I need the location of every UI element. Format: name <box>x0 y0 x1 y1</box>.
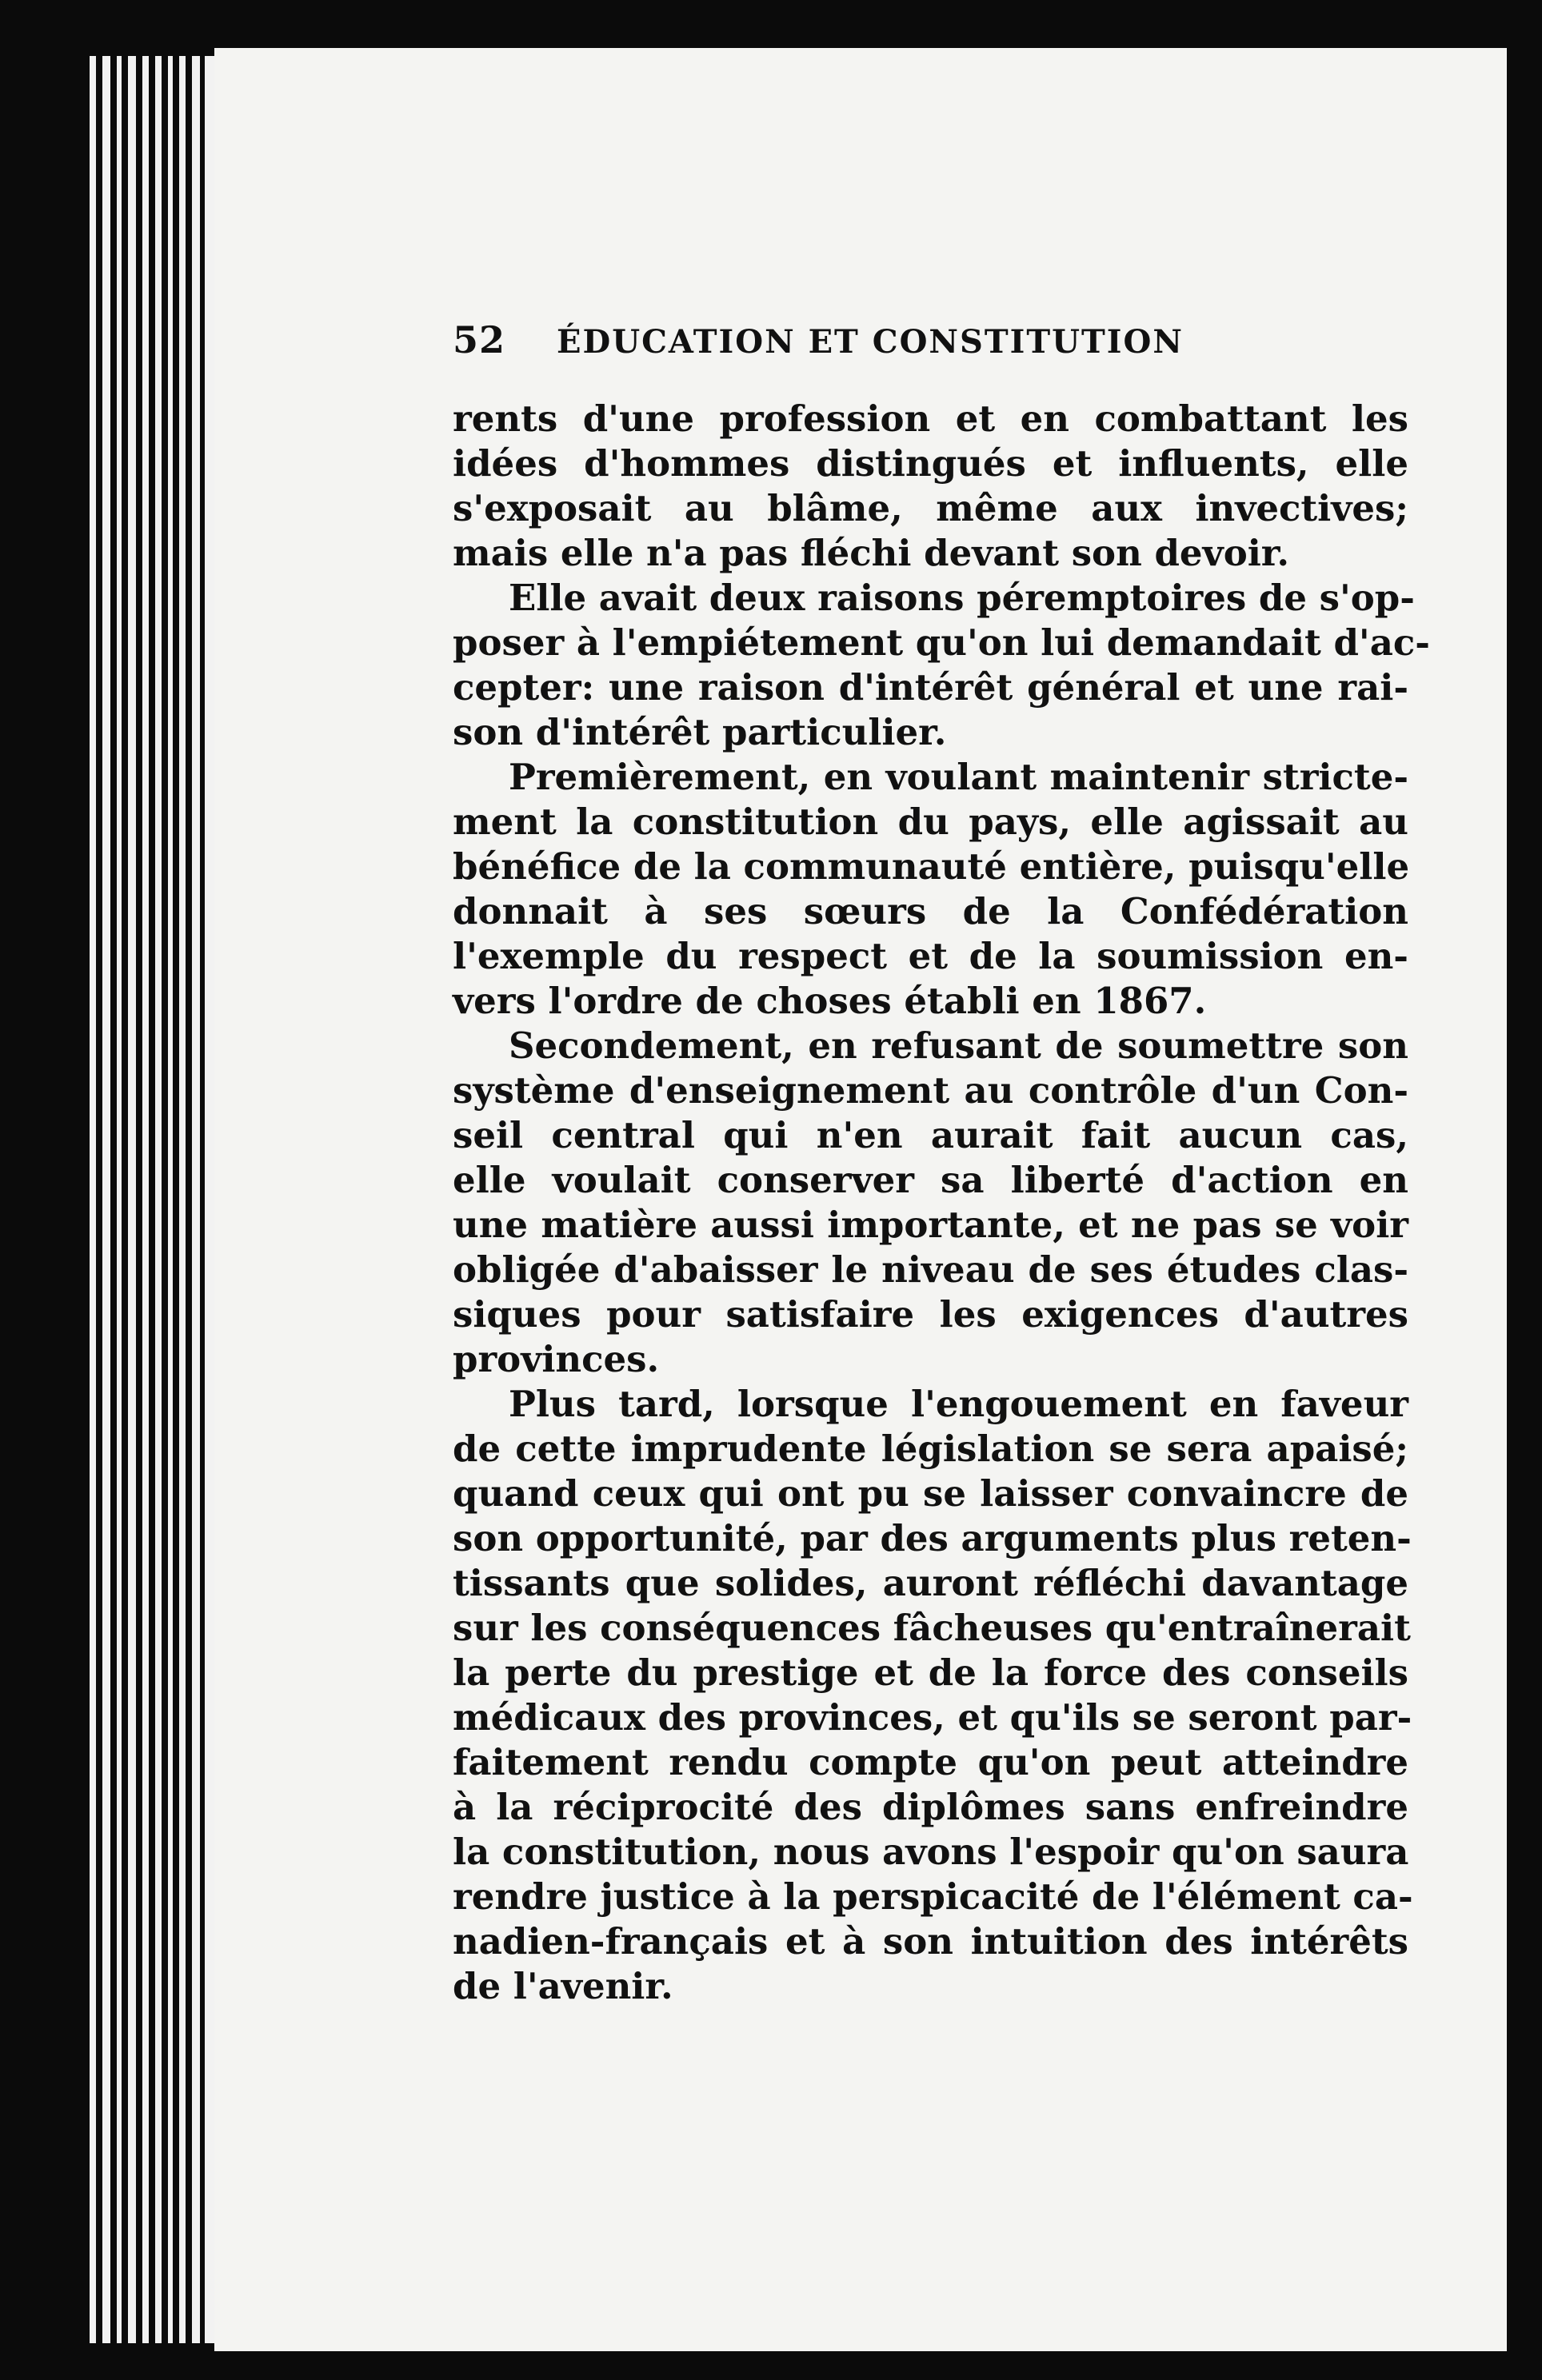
text-line: tissants que solides, auront réfléchi davantage <box>453 1562 1408 1604</box>
text-line: donnait à ses sœurs de la Confédération <box>453 890 1408 932</box>
text-line: médicaux des provinces, et qu'ils se seront par- <box>453 1696 1412 1739</box>
running-head <box>453 318 1408 361</box>
page-edge <box>90 56 96 2343</box>
text-line: de cette imprudente législation se sera apaisé; <box>453 1428 1408 1470</box>
text-line: cepter: une raison d'intérêt général et une rai- <box>453 666 1408 709</box>
paragraph-1 <box>453 397 1408 576</box>
text-line: Elle avait deux raisons péremptoires de s'op- <box>509 577 1415 619</box>
text-line: nadien-français et à son intuition des intérêts <box>453 1920 1408 1963</box>
text-line: Secondement, en refusant de soumettre son <box>509 1024 1408 1067</box>
text-line: système d'enseignement au contrôle d'un Con- <box>453 1069 1408 1112</box>
page-edge <box>179 56 186 2343</box>
page-edge <box>168 56 173 2343</box>
paragraph-4 <box>453 1024 1408 1382</box>
text-line: Plus tard, lorsque l'engouement en faveur <box>509 1383 1408 1425</box>
text-line: la constitution, nous avons l'espoir qu'on saura <box>453 1831 1409 1873</box>
page-edge <box>155 56 162 2343</box>
text-line: faitement rendu compte qu'on peut atteindre <box>453 1741 1408 1783</box>
text-line: bénéfice de la communauté entière, puisqu'elle <box>453 845 1410 888</box>
text-line: la perte du prestige et de la force des conseils <box>453 1651 1408 1694</box>
text-line: rendre justice à la perspicacité de l'élément ca- <box>453 1875 1413 1918</box>
page-number: 52 <box>453 318 506 361</box>
page-edge <box>142 56 149 2343</box>
text-line: obligée d'abaisser le niveau de ses études clas- <box>453 1248 1408 1291</box>
text-line: à la réciprocité des diplômes sans enfreindre <box>453 1786 1408 1828</box>
header-title: ÉDUCATION ET CONSTITUTION <box>557 323 1184 361</box>
text-line: idées d'hommes distingués et influents, elle <box>453 442 1408 485</box>
page-edge <box>102 56 110 2343</box>
text-line: poser à l'empiétement qu'on lui demandait d'ac- <box>453 621 1430 664</box>
text-line: sur les conséquences fâcheuses qu'entraînerait <box>453 1607 1411 1649</box>
text-line: elle voulait conserver sa liberté d'action en <box>453 1159 1408 1201</box>
paragraph-5 <box>453 1382 1413 2009</box>
page-text-block <box>453 318 1430 2009</box>
text-line: vers l'ordre de choses établi en 1867. <box>453 980 1207 1022</box>
text-line: une matière aussi importante, et ne pas se voir <box>453 1204 1408 1246</box>
page-edge <box>128 56 136 2343</box>
text-line: rents d'une profession et en combattant les <box>453 397 1408 440</box>
text-line: son opportunité, par des arguments plus reten- <box>453 1517 1412 1559</box>
text-line: de l'avenir. <box>453 1965 673 2007</box>
text-line: mais elle n'a pas fléchi devant son devoir. <box>453 532 1290 574</box>
page-edge <box>205 56 214 2343</box>
paragraph-3 <box>453 755 1408 1024</box>
page-edge <box>117 56 122 2343</box>
text-line: siques pour satisfaire les exigences d'autres <box>453 1293 1408 1336</box>
text-line: s'exposait au blâme, même aux invectives; <box>453 487 1408 529</box>
page-edge <box>192 56 200 2343</box>
text-line: seil central qui n'en aurait fait aucun cas, <box>453 1114 1408 1156</box>
text-line: l'exemple du respect et de la soumission en- <box>453 935 1408 977</box>
text-line: provinces. <box>453 1338 660 1380</box>
text-line: son d'intérêt particulier. <box>453 711 947 753</box>
text-line: quand ceux qui ont pu se laisser convaincre de <box>453 1472 1408 1515</box>
text-line: ment la constitution du pays, elle agissait au <box>453 801 1408 843</box>
text-line: Premièrement, en voulant maintenir stricte- <box>509 756 1408 798</box>
paragraph-2 <box>453 576 1430 755</box>
